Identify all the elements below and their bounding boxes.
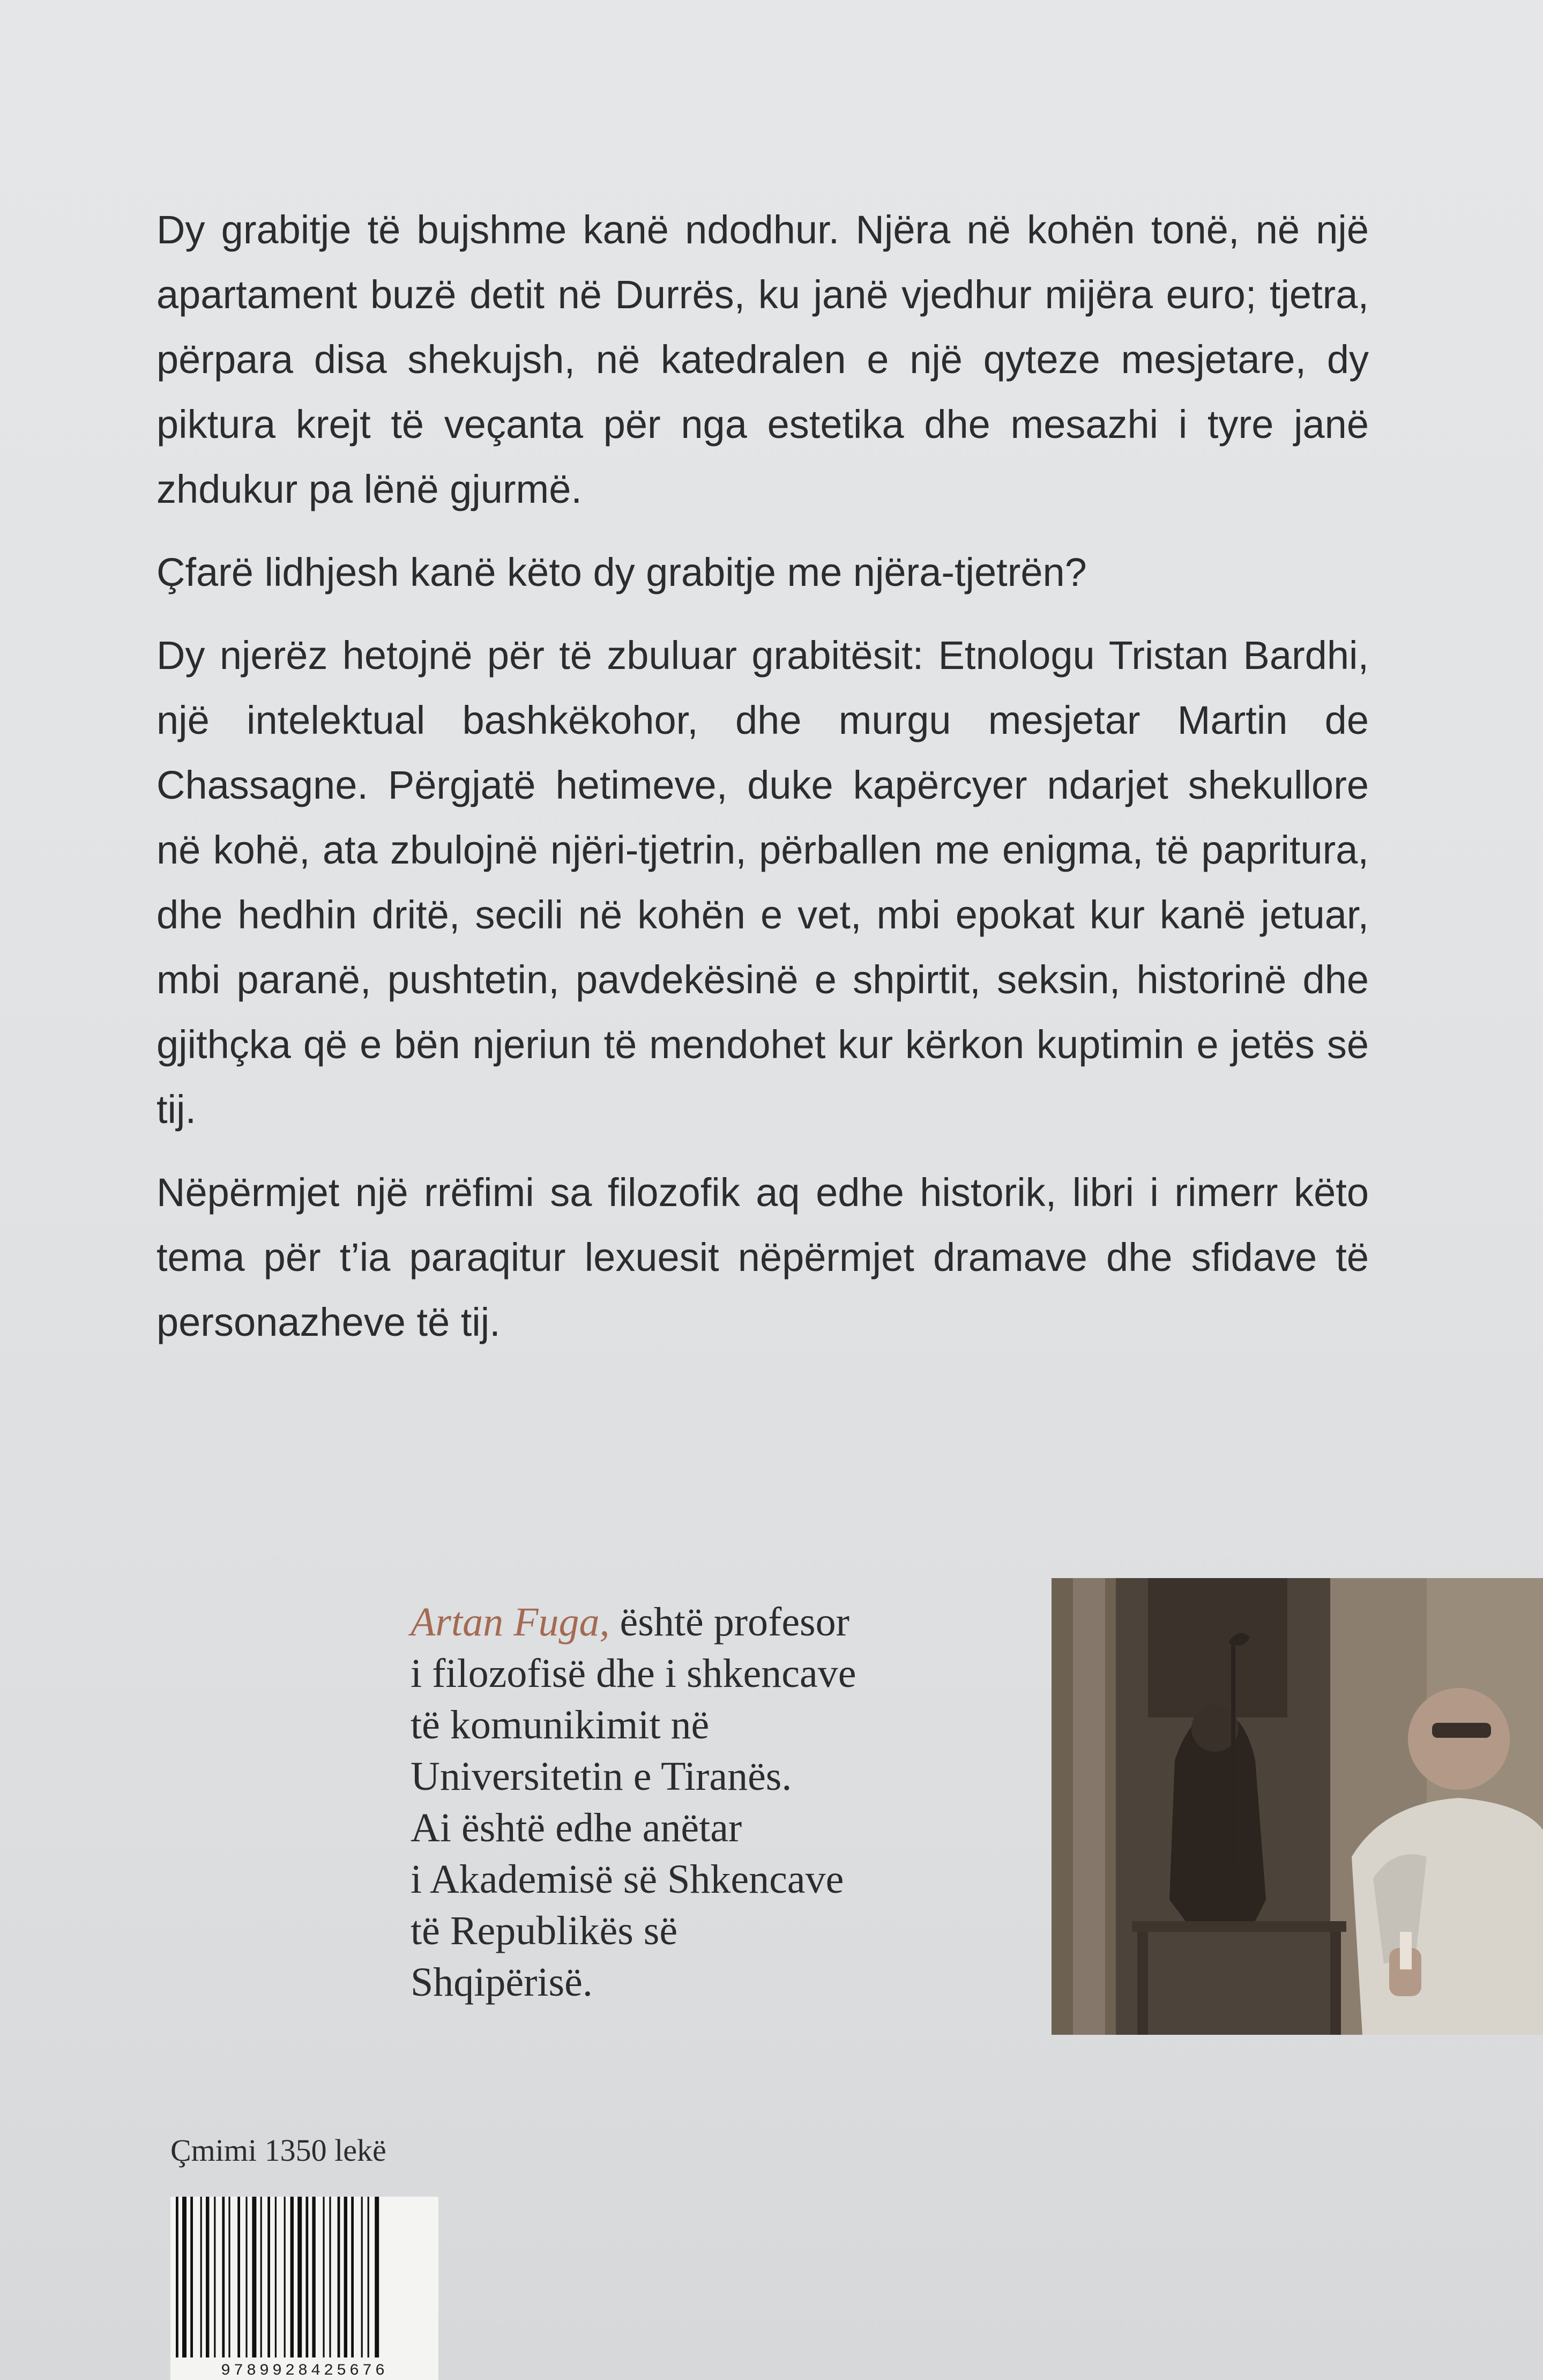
author-photo [1052, 1578, 1543, 2035]
bio-line-3: të komunikimit në [411, 1702, 710, 1747]
barcode-bars [170, 2197, 438, 2357]
bio-line-4: Universitetin e Tiranës. [411, 1754, 792, 1799]
blurb-paragraph-3: Dy njerëz hetojnë për të zbuluar grabitësit: Etnologu Tristan Bardhi, një intelektual bashkëkohor, dhe murgu mesjetar Martin de Chassagne. Përgjatë hetimeve, duke kapërcyer ndarjet shekullore në kohë, ata zbulojnë njëri-tjetrin, përballen me enigma, të papritura, dhe hedhin dritë, secili në kohën e vet, mbi epokat kur kanë jetuar, mbi paranë, pushtetin, pavdekësinë e shpirtit, seksin, historinë dhe gjithçka që e bën njeriun të mendohet kur kërkon kuptimin e jetës së tij. [156, 633, 1369, 1132]
barcode [170, 2197, 438, 2380]
author-name: Artan Fuga, [411, 1600, 610, 1645]
bio-line-5: Ai është edhe anëtar [411, 1805, 742, 1850]
author-bio [411, 1596, 973, 2008]
blurb-text [156, 197, 1369, 1373]
bio-line-1: Artan Fuga, është profesor [411, 1600, 849, 1645]
bio-line-2: i filozofisë dhe i shkencave [411, 1651, 856, 1696]
bio-line-6: i Akademisë së Shkencave [411, 1857, 844, 1902]
bio-line-7: të Republikës së [411, 1908, 678, 1953]
barcode-number: 9789928425676 [170, 2362, 438, 2380]
blurb-paragraph-4: Nëpërmjet një rrëfimi sa filozofik aq edhe historik, libri i rimerr këto tema për t’ia paraqitur lexuesit nëpërmjet dramave dhe sfidave të personazheve të tij. [156, 1170, 1369, 1344]
blurb-paragraph-1: Dy grabitje të bujshme kanë ndodhur. Njëra në kohën tonë, në një apartament buzë detit në Durrës, ku janë vjedhur mijëra euro; tjetra, përpara disa shekujsh, në katedralen e një qyteze mesjetare, dy piktura krejt të veçanta për nga estetika dhe mesazhi i tyre janë zhdukur pa lënë gjurmë. [156, 207, 1369, 511]
blurb-paragraph-2: Çfarë lidhjesh kanë këto dy grabitje me njëra-tjetrën? [156, 550, 1087, 594]
bio-line-8: Shqipërisë. [411, 1960, 593, 2005]
price-label: Çmimi 1350 lekë [170, 2133, 386, 2168]
